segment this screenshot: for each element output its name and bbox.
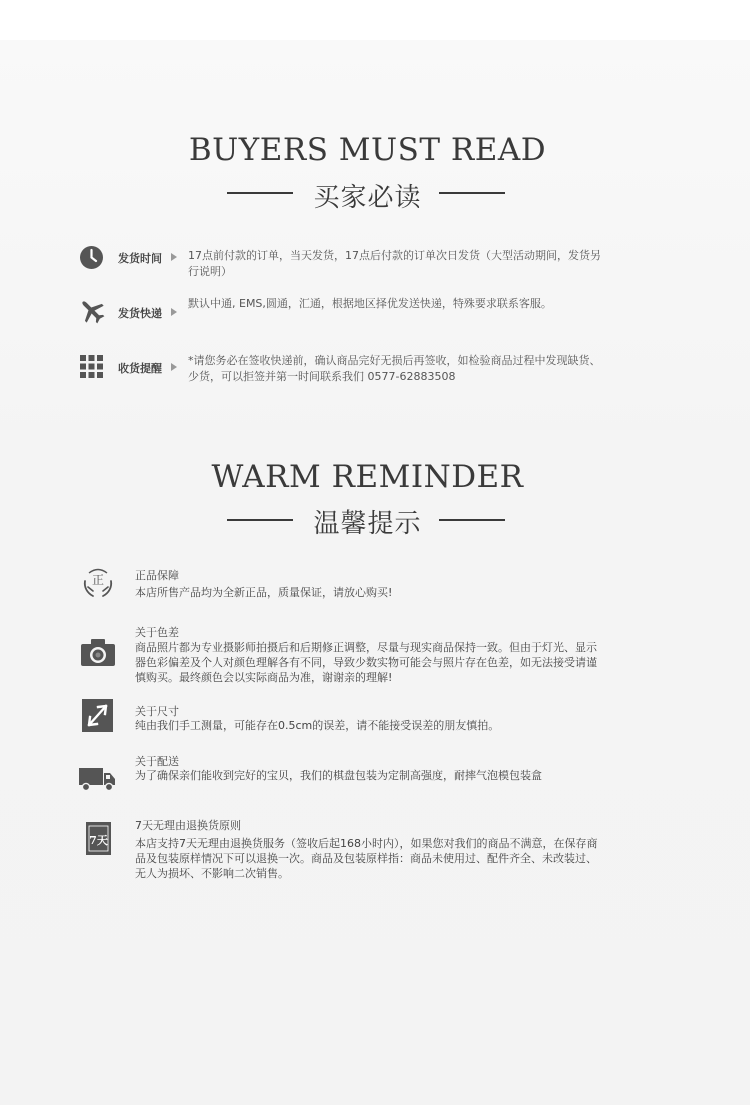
genuine-icon-text: 正 <box>91 573 105 587</box>
grid-icon <box>80 355 103 378</box>
row-label-courier: 发货快递 <box>118 307 162 320</box>
airplane-icon <box>78 297 106 325</box>
reminder-title-en: WARM REMINDER <box>211 459 524 495</box>
reminder-title-returns: 7天无理由退换货原则 <box>135 819 241 832</box>
reminder-text-size: 纯由我们手工测量，可能存在0.5cm的误差，请不能接受误差的朋友慎拍。 <box>135 719 500 732</box>
row-label-receiving: 收货提醒 <box>118 362 162 375</box>
arrow-right-icon <box>171 363 177 371</box>
camera-icon <box>81 639 115 666</box>
reminder-title-color: 关于色差 <box>135 626 179 639</box>
truck-icon <box>79 768 116 792</box>
reminder-text-color: 商品照片都为专业摄影师拍摄后和后期修正调整，尽量与现实商品保持一致。但由于灯光、显示器色彩偏差及个人对颜色理解各有不同，导致少数实物可能会与照片存在色差，如无法接受请谨慎购买。最终颜色会以实际商品为准，谢谢亲的理解! <box>135 641 597 684</box>
row-text-receiving: *请您务必在签收快递前，确认商品完好无损后再签收，如检验商品过程中发现缺货、少货，可以拒签并第一时间联系我们 0577-62883508 <box>188 354 601 383</box>
reminder-title-size: 关于尺寸 <box>135 705 179 718</box>
arrow-right-icon <box>171 253 177 261</box>
clock-icon <box>79 245 104 270</box>
reminder-title-genuine: 正品保障 <box>135 569 179 582</box>
buyers-title-zh: 买家必读 <box>313 183 422 213</box>
reminder-text-delivery: 为了确保亲们能收到完好的宝贝，我们的棋盘包装为定制高强度，耐摔气泡模包装盒 <box>135 769 542 782</box>
reminder-text-returns: 本店支持7天无理由退换货服务（签收后起168小时内），如果您对我们的商品不满意，在保存商品及包装原样情况下可以退换一次。商品及包装原样指：商品未使用过、配件齐全、未改装过、无人为损坏、不影响二次销售。 <box>135 837 598 880</box>
heading-rule-right <box>439 519 505 521</box>
resize-arrow-icon <box>82 699 113 732</box>
buyers-title-en: BUYERS MUST READ <box>188 132 547 168</box>
seven-day-icon-text: 7天 <box>89 834 108 847</box>
genuine-hands-icon <box>82 567 114 599</box>
arrow-right-icon <box>171 308 177 316</box>
reminder-title-zh: 温馨提示 <box>313 509 422 539</box>
row-text-ship-time: 17点前付款的订单，当天发货，17点后付款的订单次日发货（大型活动期间，发货另行说明） <box>188 249 601 278</box>
heading-rule-right <box>439 192 505 194</box>
seven-day-icon <box>86 822 111 855</box>
row-label-ship-time: 发货时间 <box>118 252 162 265</box>
row-text-courier: 默认中通, EMS,圆通，汇通，根据地区择优发送快递，特殊要求联系客服。 <box>188 297 552 310</box>
reminder-text-genuine: 本店所售产品均为全新正品，质量保证，请放心购买! <box>135 586 393 599</box>
reminder-title-delivery: 关于配送 <box>135 755 179 768</box>
